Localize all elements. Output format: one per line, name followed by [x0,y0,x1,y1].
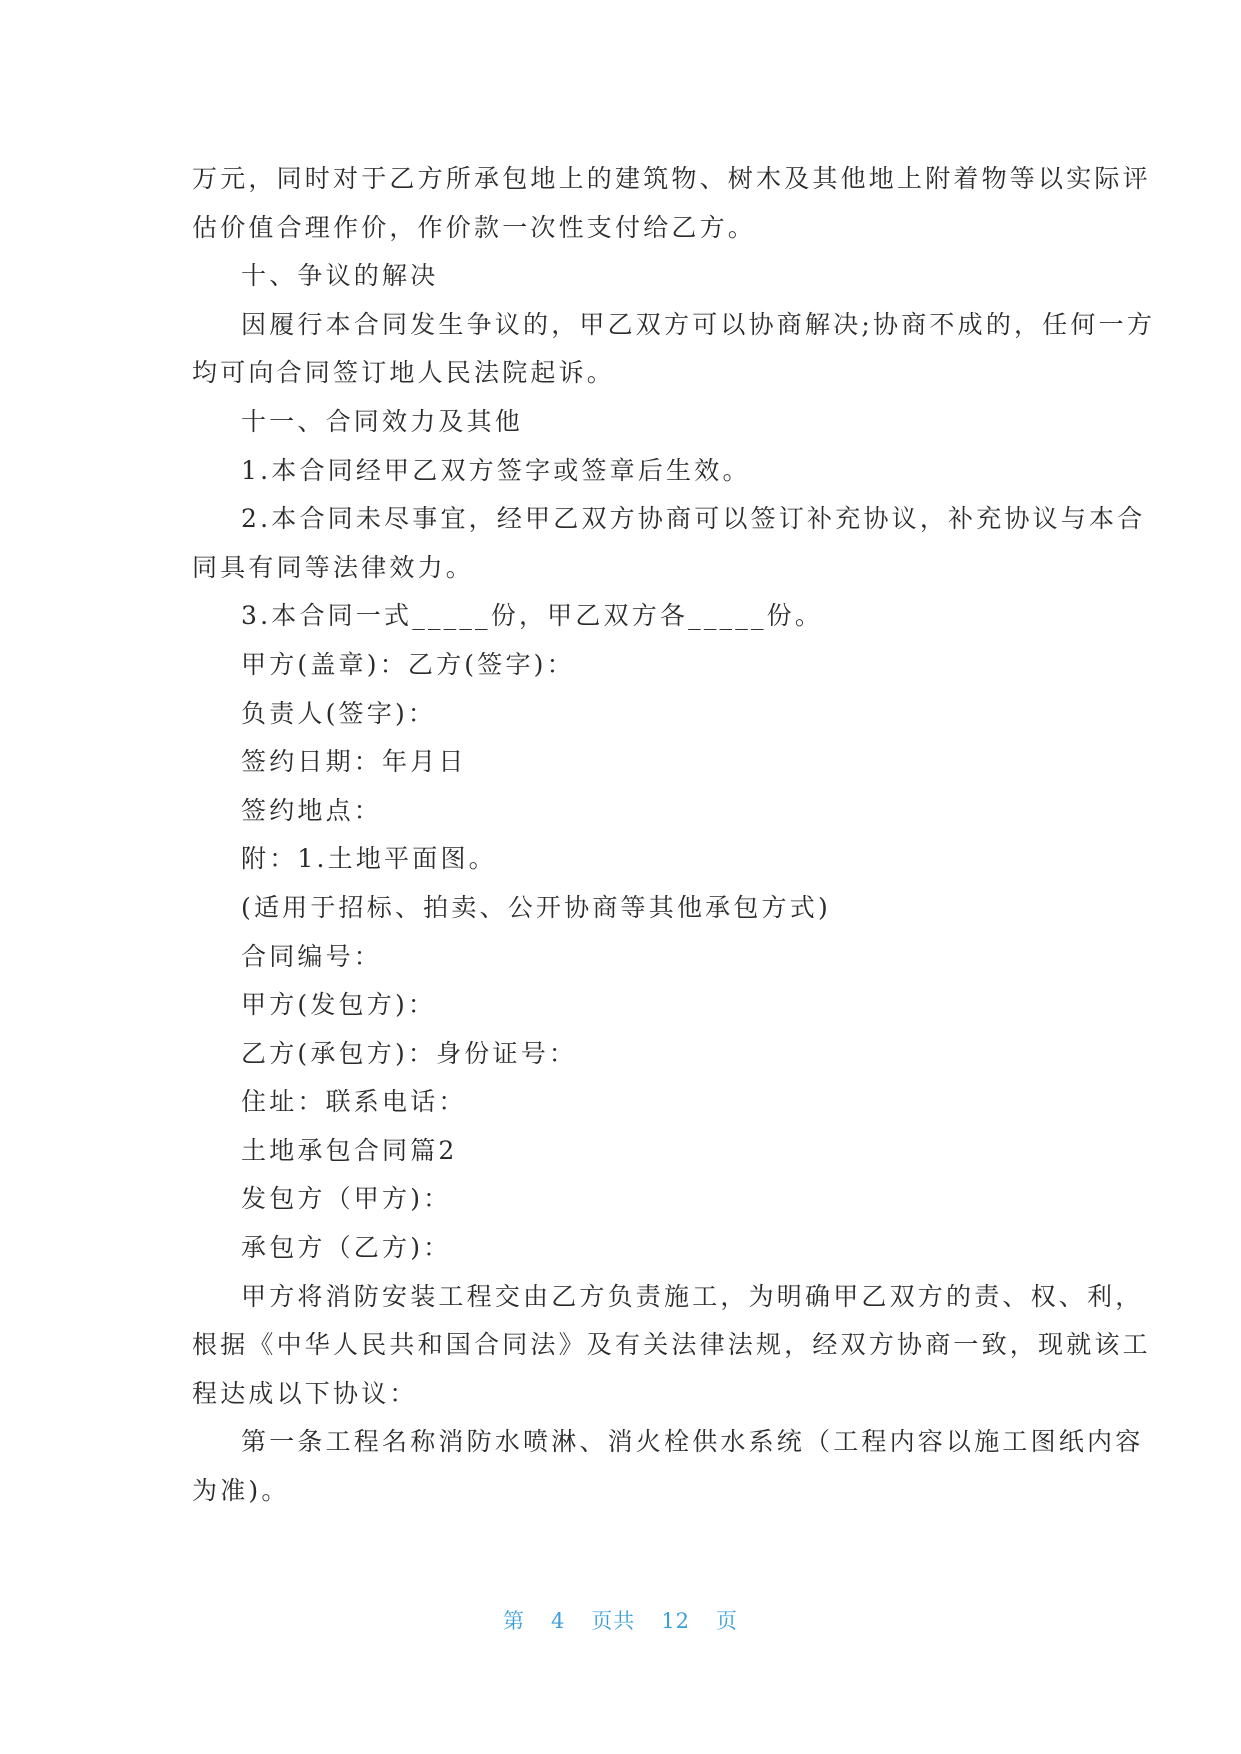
text-line: 第一条工程名称消防水喷淋、消火栓供水系统（工程内容以施工图纸内容 [241,1427,1144,1457]
footer-prefix: 第 [502,1609,525,1633]
text-line: (适用于招标、拍卖、公开协商等其他承包方式) [241,892,831,922]
text-line: 同具有同等法律效力。 [192,552,475,582]
text-line: 为准)。 [192,1476,290,1506]
party-a-line: 甲方(发包方)： [241,990,437,1020]
contract-number-line: 合同编号： [241,941,383,971]
text-line: 估价值合理作价，作价款一次性支付给乙方。 [192,212,757,242]
party-b-line: 乙方(承包方)：身份证号： [241,1038,578,1068]
current-page-number: 4 [550,1609,566,1633]
text-line: 程达成以下协议： [192,1378,418,1408]
total-pages-number: 12 [661,1609,691,1633]
section-heading: 十一、合同效力及其他 [241,406,524,436]
party-b-line: 承包方（乙方)： [241,1233,452,1263]
document-body [192,155,1156,1516]
text-line: 1.本合同经甲乙双方签字或签章后生效。 [241,455,751,485]
signature-line: 甲方(盖章)：乙方(签字)： [241,649,575,679]
attachment-line: 附：1.土地平面图。 [241,844,497,874]
footer-middle: 页共 [591,1609,636,1633]
text-line: 根据《中华人民共和国合同法》及有关法律法规，经双方协商一致，现就该工 [192,1330,1151,1360]
text-line: 甲方将消防安装工程交由乙方负责施工，为明确甲乙双方的责、权、利， [241,1281,1144,1311]
text-line: 均可向合同签订地人民法院起诉。 [192,358,616,388]
address-line: 住址：联系电话： [241,1087,467,1117]
text-line: 3.本合同一式_____份，甲乙双方各_____份。 [241,601,824,631]
page-footer [0,1605,1241,1635]
footer-suffix: 页 [716,1609,739,1633]
text-line: 2.本合同未尽事宜，经甲乙双方协商可以签订补充协议，补充协议与本合 [241,504,1146,534]
signature-line: 负责人(签字)： [241,698,437,728]
section-heading: 土地承包合同篇2 [241,1135,458,1165]
text-line: 万元，同时对于乙方所承包地上的建筑物、树木及其他地上附着物等以实际评 [192,164,1151,193]
location-line: 签约地点： [241,795,383,825]
party-a-line: 发包方（甲方)： [241,1184,452,1214]
date-line: 签约日期：年月日 [241,747,467,777]
text-line: 因履行本合同发生争议的，甲乙双方可以协商解决;协商不成的，任何一方 [241,309,1156,339]
section-heading: 十、争议的解决 [241,261,439,291]
